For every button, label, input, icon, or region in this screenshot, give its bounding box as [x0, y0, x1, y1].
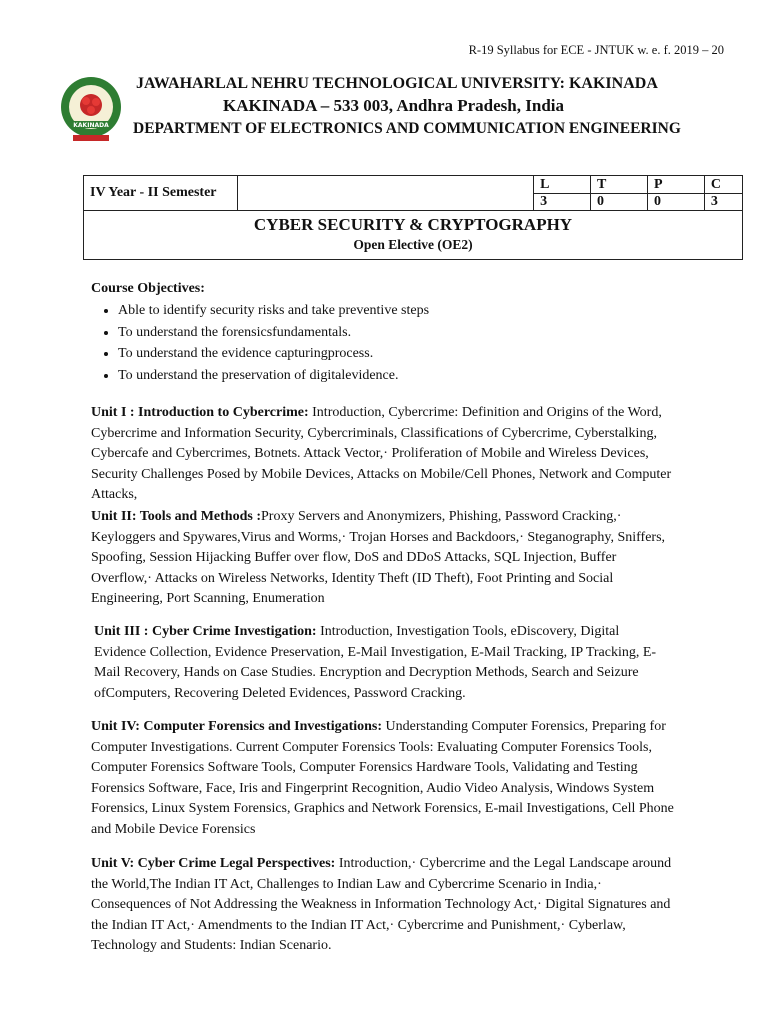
ltpc-value-p: 0 [647, 193, 704, 211]
course-subtitle: Open Elective (OE2) [353, 237, 473, 252]
ltpc-header-c: C [704, 176, 742, 194]
objective-item: • To understand the evidence capturingprocess. [118, 343, 711, 365]
ltpc-header-t: T [591, 176, 648, 194]
unit-3-heading: Unit III : Cyber Crime Investigation: [94, 624, 317, 639]
department-name: DEPARTMENT OF ELECTRONICS AND COMMUNICATION ENGINEERING [133, 120, 681, 137]
objective-item: • Able to identify security risks and take preventive steps [118, 300, 711, 322]
objectives-list [91, 300, 711, 386]
objective-item: • To understand the preservation of digitalevidence. [118, 365, 711, 387]
unit-4-text: Understanding Computer Forensics, Preparing for Computer Investigations. Current Computer Forensics Tools: Evaluating Computer Forensics Tools, Computer Forensics Software Tools, Computer Forensics Hardware Tools, Validating and Testing Forensics Software, Face, Iris and Fingerprint Recognition, Audio Video Analysis, Windows System Forensics, Linux System Forensics, Graphics and Network Forensics, E-mail Investigations, Cell Phone and Mobile Device Forensics [91, 719, 674, 837]
university-name: JAWAHARLAL NEHRU TECHNOLOGICAL UNIVERSITY: KAKINADA [136, 75, 658, 92]
unit-4-heading: Unit IV: Computer Forensics and Investigations: [91, 719, 383, 734]
unit-5-text: Introduction,· Cybercrime and the Legal Landscape around the World,The Indian IT Act, Challenges to Indian Law and Cybercrime Scenario in India,· Consequences of Not Addressing the Weakness in Information Technology Act,· Digital Signatures and the Indian IT Act,· Amendments to the Indian IT Act,· Cybercrime and Punishment,· Cyberlaw, Technology and Students: Indian Scenario. [91, 856, 672, 954]
ltpc-header-p: P [647, 176, 704, 194]
ltpc-header-l: L [534, 176, 591, 194]
ltpc-value-t: 0 [591, 193, 648, 211]
unit-3-text: Introduction, Investigation Tools, eDiscovery, Digital Evidence Collection, Evidence Preservation, E-Mail Investigation, E-Mail Tracking, IP Tracking, E-Mail Recovery, Hands on Case Studies. Encryption and Decryption Methods, Search and Seizure ofComputers, Recovering Deleted Evidences, Password Cracking. [94, 624, 657, 701]
svg-text:KAKINADA: KAKINADA [73, 122, 109, 129]
semester-label: IV Year - II Semester [84, 176, 238, 211]
blank-cell [237, 176, 533, 211]
university-logo [59, 73, 123, 153]
course-info-table [83, 175, 743, 260]
unit-4 [91, 717, 683, 841]
course-objectives [91, 281, 711, 386]
objective-item: • To understand the forensicsfundamentals. [118, 322, 711, 344]
unit-1-text: Introduction, Cybercrime: Definition and Origins of the Word, Cybercrime and Information Security, Cybercriminals, Classifications of Cybercrime, Cyberstalking, Cybercafe and Cybercrimes, Botnets. Attack Vector,· Proliferation of Mobile and Wireless Devices, Security Challenges Posed by Mobile Devices, Attacks on Mobile/Cell Phones, Network and Computer Attacks, [91, 405, 672, 503]
unit-5 [91, 854, 676, 957]
unit-2-text: Proxy Servers and Anonymizers, Phishing, Password Cracking,· Keyloggers and Spywares,Virus and Worms,· Trojan Horses and Backdoors,· Steganography, Sniffers, Spoofing, Session Hijacking Buffer over flow, DoS and DDoS Attacks, SQL Injection, Buffer Overflow,· Attacks on Wireless Networks, Identity Theft (ID Theft), Foot Printing and Social Engineering, Port Scanning, Enumeration [91, 509, 666, 607]
unit-1-heading: Unit I : Introduction to Cybercrime: [91, 405, 309, 420]
ltpc-value-l: 3 [534, 193, 591, 211]
ltpc-value-c: 3 [704, 193, 742, 211]
unit-1 [91, 403, 679, 506]
objectives-heading: Course Objectives: [91, 281, 205, 296]
course-title-cell [84, 211, 743, 260]
unit-5-heading: Unit V: Cyber Crime Legal Perspectives: [91, 856, 336, 871]
unit-3 [94, 622, 674, 704]
unit-2 [91, 507, 679, 610]
page-header-reference: R-19 Syllabus for ECE - JNTUK w. e. f. 2019 – 20 [468, 43, 724, 57]
course-title: CYBER SECURITY & CRYPTOGRAPHY [253, 215, 573, 234]
unit-2-heading: Unit II: Tools and Methods : [91, 509, 261, 524]
university-address: KAKINADA – 533 003, Andhra Pradesh, India [223, 96, 565, 115]
